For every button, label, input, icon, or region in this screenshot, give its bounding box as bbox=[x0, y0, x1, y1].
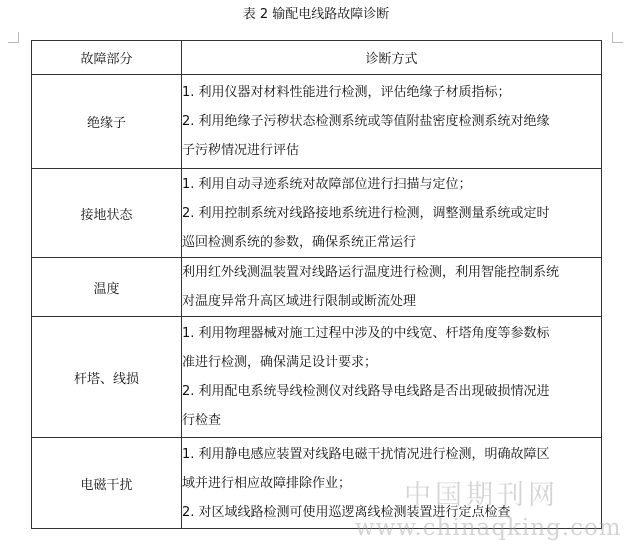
method-line: 巡回检测系统的参数，确保系统正常运行 bbox=[182, 234, 417, 250]
diagnosis-method-cell bbox=[182, 169, 602, 258]
fault-part-cell: 温度 bbox=[32, 258, 182, 317]
table-row bbox=[32, 169, 602, 258]
crop-mark-right bbox=[612, 32, 623, 43]
watermark-url: www.chinaqking.com bbox=[355, 515, 622, 541]
method-line: 2. 利用绝缘子污秽状态检测系统或等值附盐密度检测系统对绝缘 bbox=[182, 114, 550, 129]
watermark-name: 中国期刊网 bbox=[404, 480, 559, 511]
method-line: 子污秽情况进行评估 bbox=[182, 143, 300, 158]
crop-mark-left bbox=[8, 32, 19, 43]
fault-part-cell: 电磁干扰 bbox=[32, 438, 182, 529]
method-line: 1. 利用静电感应装置对线路电磁干扰情况进行检测，明确故障区 bbox=[182, 446, 550, 462]
method-line: 行检查 bbox=[182, 413, 222, 428]
method-line: 2. 对区域线路检测可使用巡逻离线检测装置进行定点检查 bbox=[182, 504, 511, 520]
fault-part-cell: 绝缘子 bbox=[32, 75, 182, 169]
fault-part-cell: 杆塔、线损 bbox=[32, 317, 182, 438]
method-line: 2. 利用配电系统导线检测仪对线路导电线路是否出现破损情况进 bbox=[182, 384, 550, 399]
method-line: 2. 利用控制系统对线路接地系统进行检测，调整测量系统或定时 bbox=[182, 205, 550, 221]
fault-part-cell: 接地状态 bbox=[32, 169, 182, 258]
method-line: 域并进行相应故障排除作业； bbox=[182, 475, 352, 491]
diagnosis-method-cell bbox=[182, 75, 602, 169]
table-row bbox=[32, 258, 602, 317]
method-line: 1. 利用物理器械对施工过程中涉及的中线宽、杆塔角度等参数标 bbox=[182, 326, 550, 341]
diagnosis-method-cell bbox=[182, 438, 602, 529]
diagnosis-method-cell bbox=[182, 317, 602, 438]
header-diagnosis-method: 诊断方式 bbox=[182, 41, 602, 75]
diagnosis-method-cell bbox=[182, 258, 602, 317]
diagnosis-table bbox=[31, 40, 602, 529]
method-line: 对温度异常升高区域进行限制或断流处理 bbox=[182, 294, 417, 309]
table-caption: 表 2 输配电线路故障诊断 bbox=[242, 7, 390, 22]
table-row bbox=[32, 75, 602, 169]
method-line: 准进行检测，确保满足设计要求； bbox=[182, 355, 378, 370]
method-line: 利用红外线测温装置对线路运行温度进行检测，利用智能控制系统 bbox=[182, 265, 560, 280]
table-row bbox=[32, 317, 602, 438]
table-row bbox=[32, 438, 602, 529]
method-line: 1. 利用仪器对材料性能进行检测，评估绝缘子材质指标； bbox=[182, 85, 511, 100]
header-fault-part: 故障部分 bbox=[32, 41, 182, 75]
table-header-row bbox=[32, 41, 602, 75]
method-line: 1. 利用自动寻迹系统对故障部位进行扫描与定位； bbox=[182, 176, 472, 192]
